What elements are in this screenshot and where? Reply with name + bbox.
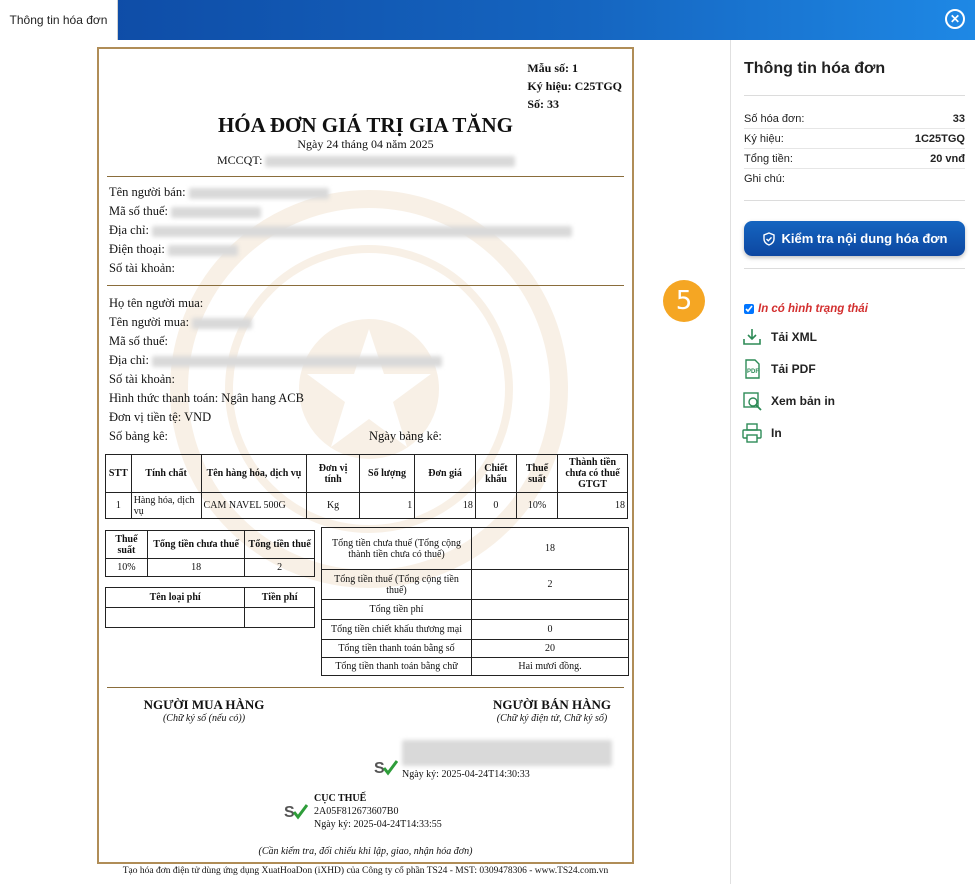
invoice-symbol: Ký hiệu: C25TGQ xyxy=(527,79,622,93)
total-value: Hai mươi đồng. xyxy=(472,658,629,676)
table-cell: 2 xyxy=(245,559,315,577)
print-button[interactable] xyxy=(741,422,782,444)
verified-signature-icon xyxy=(374,757,398,777)
table-cell: 10% xyxy=(106,559,148,577)
total-label: Tổng tiền thuế (Tổng cộng tiền thuế) xyxy=(322,570,472,600)
tax-sign-code: 2A05F812673607B0 xyxy=(314,806,399,817)
total-value: 0 xyxy=(472,620,629,640)
table-header-row xyxy=(106,588,315,608)
seller-account-field xyxy=(109,261,175,276)
redacted-value xyxy=(152,356,442,367)
table-row xyxy=(322,600,629,620)
check-note: (Cần kiểm tra, đối chiếu khi lập, giao, nhận hóa đơn) xyxy=(258,846,473,857)
seller-phone-label: Điện thoại: xyxy=(109,242,165,256)
print-status-label: In có hình trạng thái xyxy=(758,303,868,315)
title-bar xyxy=(0,0,975,40)
col-header: Số lượng xyxy=(359,455,414,493)
table-cell: 18 xyxy=(147,559,244,577)
col-header: Tổng tiền chưa thuế xyxy=(147,531,244,559)
totals-table xyxy=(321,527,629,676)
redacted-value xyxy=(171,207,261,218)
redacted-value xyxy=(152,226,572,237)
footer-note: Tạo hóa đơn điện tử dùng ứng dụng XuatHoaDon (iXHD) của Công ty cổ phần TS24 - MST: 0309478306 - www.TS24.com.vn xyxy=(122,866,609,876)
invoice-meta xyxy=(527,59,622,113)
col-header: Thuế suất xyxy=(516,455,557,493)
info-label: Số hóa đơn: xyxy=(744,112,805,125)
info-value: 1C25TGQ xyxy=(914,132,965,145)
currency: Đơn vị tiền tệ: VND xyxy=(109,410,212,424)
fee-table xyxy=(105,587,315,628)
redacted-value xyxy=(402,740,612,766)
table-cell: 18 xyxy=(558,493,628,519)
seller-name-field xyxy=(109,185,329,200)
download-pdf-button[interactable] xyxy=(741,358,816,380)
info-label: Ghi chú: xyxy=(744,173,785,185)
close-icon[interactable]: ✕ xyxy=(945,9,965,29)
svg-text:S: S xyxy=(284,804,295,821)
payment-method: Hình thức thanh toán: Ngân hang ACB xyxy=(109,391,304,405)
table-cell: 18 xyxy=(415,493,476,519)
action-label: Xem bản in xyxy=(771,394,836,408)
table-header-row xyxy=(106,455,628,493)
mccqt-field xyxy=(217,153,515,168)
invoice-preview-area xyxy=(0,40,730,884)
buyer-signature xyxy=(124,697,284,724)
table-header-row xyxy=(106,531,315,559)
col-header: Đơn vị tính xyxy=(307,455,359,493)
list-date: Ngày bảng kê: xyxy=(369,429,442,443)
info-row-note xyxy=(744,169,965,189)
table-cell: CAM NAVEL 500G xyxy=(201,493,307,519)
col-header: Đơn giá xyxy=(415,455,476,493)
divider xyxy=(107,687,624,688)
redacted-value xyxy=(265,156,515,167)
tax-authority-sign xyxy=(314,792,442,831)
table-row xyxy=(322,640,629,658)
divider xyxy=(107,285,624,286)
col-header: Chiết khấu xyxy=(475,455,516,493)
info-row-invoice-number xyxy=(744,109,965,129)
tab-invoice-info[interactable]: Thông tin hóa đơn xyxy=(0,0,118,40)
items-table xyxy=(105,454,628,519)
table-row xyxy=(106,559,315,577)
redacted-value xyxy=(189,188,329,199)
invoice-info-panel xyxy=(730,40,975,884)
col-header: Tên hàng hóa, dịch vụ xyxy=(201,455,307,493)
redacted-value xyxy=(168,245,238,256)
table-row xyxy=(322,658,629,676)
info-value: 33 xyxy=(952,112,965,125)
buyer-name-label: Tên người mua: xyxy=(109,315,190,329)
info-row-total xyxy=(744,149,965,169)
seller-signature xyxy=(487,697,617,724)
table-cell: 1 xyxy=(106,493,132,519)
total-label: Tổng tiền thanh toán bằng số xyxy=(322,640,472,658)
total-label: Tổng tiền phí xyxy=(322,600,472,620)
seller-tax-label: Mã số thuế: xyxy=(109,204,169,218)
buyer-account-field xyxy=(109,372,175,387)
action-label: In xyxy=(771,426,782,440)
total-value xyxy=(472,600,629,620)
total-label: Tổng tiền thanh toán bằng chữ xyxy=(322,658,472,676)
divider xyxy=(744,200,965,201)
col-header: Tính chất xyxy=(131,455,201,493)
check-invoice-button[interactable] xyxy=(744,221,965,256)
verified-signature-icon xyxy=(284,801,308,821)
info-value: 20 vnđ xyxy=(930,152,965,165)
buyer-name-field xyxy=(109,315,252,330)
invoice-document xyxy=(97,47,634,864)
table-cell: Kg xyxy=(307,493,359,519)
buyer-tax-label: Mã số thuế: xyxy=(109,334,169,348)
svg-text:PDF: PDF xyxy=(747,369,759,375)
seller-account-label: Số tài khoản: xyxy=(109,261,175,275)
list-number: Số bảng kê: xyxy=(109,429,169,443)
divider xyxy=(107,176,624,177)
action-label: Tải PDF xyxy=(771,362,816,376)
buyer-account-label: Số tài khoản: xyxy=(109,372,175,386)
buyer-sign-title: NGƯỜI MUA HÀNG xyxy=(143,697,265,712)
invoice-number: Số: 33 xyxy=(527,97,559,111)
mccqt-label: MCCQT: xyxy=(217,153,263,167)
table-cell xyxy=(245,608,315,628)
tax-rate-table xyxy=(105,530,315,577)
buyer-address-label: Địa chỉ: xyxy=(109,353,149,367)
print-status-option[interactable] xyxy=(744,303,868,315)
buyer-address-field xyxy=(109,353,442,368)
seller-sign-sub: (Chữ ký điện tử, Chữ ký số) xyxy=(496,713,608,724)
buyer-fullname-field xyxy=(109,296,203,311)
seller-address-field xyxy=(109,223,572,238)
divider xyxy=(744,268,965,269)
info-row-symbol xyxy=(744,129,965,149)
buyer-sign-sub: (Chữ ký số (nếu có)) xyxy=(162,713,246,724)
total-label: Tổng tiền chưa thuế (Tổng cộng thành tiền chưa có thuế) xyxy=(322,528,472,570)
seller-sign-date: Ngày ký: 2025-04-24T14:30:33 xyxy=(402,769,530,780)
table-cell: Hàng hóa, dịch vụ xyxy=(131,493,201,519)
print-status-checkbox[interactable] xyxy=(744,304,754,314)
buyer-tax-field xyxy=(109,334,168,349)
download-xml-button[interactable] xyxy=(741,326,817,348)
seller-sign-block xyxy=(402,740,612,781)
table-row xyxy=(322,620,629,640)
check-button-label: Kiểm tra nội dung hóa đơn xyxy=(781,231,948,246)
seller-name-label: Tên người bán: xyxy=(109,185,186,199)
col-header: Tổng tiền thuế xyxy=(245,531,315,559)
action-label: Tải XML xyxy=(771,330,818,344)
total-value: 20 xyxy=(472,640,629,658)
tax-sign-title: CỤC THUẾ xyxy=(314,793,367,804)
total-value: 18 xyxy=(472,528,629,570)
seller-address-label: Địa chỉ: xyxy=(109,223,149,237)
table-cell: 1 xyxy=(359,493,414,519)
info-label: Ký hiệu: xyxy=(744,132,784,145)
table-cell: 0 xyxy=(475,493,516,519)
col-header: Tiền phí xyxy=(245,588,315,608)
total-label: Tổng tiền chiết khấu thương mại xyxy=(322,620,472,640)
table-cell xyxy=(106,608,245,628)
download-icon xyxy=(741,326,763,348)
printer-icon xyxy=(741,422,763,444)
step-number-badge: 5 xyxy=(663,280,705,322)
col-header: Thành tiền chưa có thuế GTGT xyxy=(558,455,628,493)
svg-text:S: S xyxy=(374,760,385,777)
seller-sign-title: NGƯỜI BÁN HÀNG xyxy=(493,697,611,712)
print-preview-icon xyxy=(741,390,763,412)
template-number: Mẫu số: 1 xyxy=(527,61,578,75)
redacted-value xyxy=(192,318,252,329)
seller-phone-field xyxy=(109,242,238,257)
tax-sign-date: Ngày ký: 2025-04-24T14:33:55 xyxy=(314,819,442,830)
table-row xyxy=(322,528,629,570)
col-header: Tên loại phí xyxy=(106,588,245,608)
table-cell: 10% xyxy=(516,493,557,519)
total-value: 2 xyxy=(472,570,629,600)
table-row xyxy=(106,608,315,628)
buyer-fullname-label: Họ tên người mua: xyxy=(109,296,204,310)
info-label: Tổng tiền: xyxy=(744,152,793,165)
table-row xyxy=(322,570,629,600)
divider xyxy=(744,95,965,96)
shield-check-icon xyxy=(762,232,776,246)
table-row xyxy=(106,493,628,519)
invoice-date: Ngày 24 tháng 04 năm 2025 xyxy=(297,137,434,151)
col-header: Thuế suất xyxy=(106,531,148,559)
pdf-file-icon xyxy=(741,358,763,380)
col-header: STT xyxy=(106,455,132,493)
panel-title: Thông tin hóa đơn xyxy=(744,60,886,77)
print-preview-button[interactable] xyxy=(741,390,835,412)
seller-tax-field xyxy=(109,204,261,219)
invoice-title: HÓA ĐƠN GIÁ TRỊ GIA TĂNG xyxy=(217,113,514,137)
